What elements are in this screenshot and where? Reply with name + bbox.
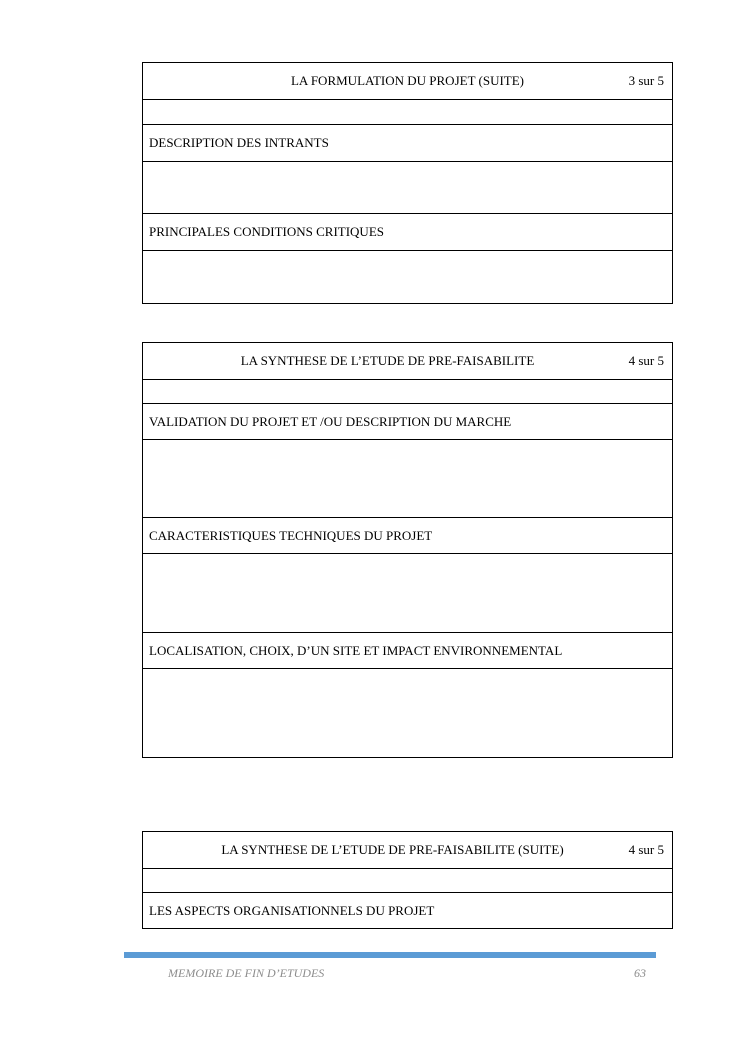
blank-row <box>143 380 672 404</box>
footer-title: MEMOIRE DE FIN D’ETUDES <box>168 966 325 980</box>
form-table-synthese <box>142 342 673 758</box>
table-header-row <box>143 343 672 380</box>
table-header-row <box>143 832 672 869</box>
form-table-synthese-suite <box>142 831 673 929</box>
table-title: LA FORMULATION DU PROJET (SUITE) <box>290 73 525 88</box>
form-table-formulation-suite <box>142 62 673 304</box>
section-content <box>143 162 672 214</box>
section-label: DESCRIPTION DES INTRANTS <box>143 125 672 162</box>
section-content <box>143 251 672 303</box>
footer-rule <box>124 952 656 958</box>
section-content <box>143 554 672 633</box>
section-label: PRINCIPALES CONDITIONS CRITIQUES <box>143 214 672 251</box>
section-label: LES ASPECTS ORGANISATIONNELS DU PROJET <box>149 902 435 918</box>
section-content <box>143 440 672 518</box>
page-ref: 4 sur 5 <box>628 842 664 857</box>
blank-row <box>143 100 672 125</box>
blank-row <box>143 869 672 893</box>
table-title: LA SYNTHESE DE L’ETUDE DE PRE-FAISABILITE <box>240 353 535 368</box>
section-content <box>143 669 672 757</box>
footer-page-number: 63 <box>634 966 646 980</box>
table-title: LA SYNTHESE DE L’ETUDE DE PRE-FAISABILITE (SUITE) <box>221 842 564 857</box>
table-header-row <box>143 63 672 100</box>
section-label: LOCALISATION, CHOIX, D’UN SITE ET IMPACT ENVIRONNEMENTAL <box>143 633 672 669</box>
page-ref: 3 sur 5 <box>628 73 664 88</box>
section-label: VALIDATION DU PROJET ET /OU DESCRIPTION DU MARCHE <box>143 404 672 440</box>
section-label: CARACTERISTIQUES TECHNIQUES DU PROJET <box>143 518 672 554</box>
page-ref: 4 sur 5 <box>628 353 664 368</box>
